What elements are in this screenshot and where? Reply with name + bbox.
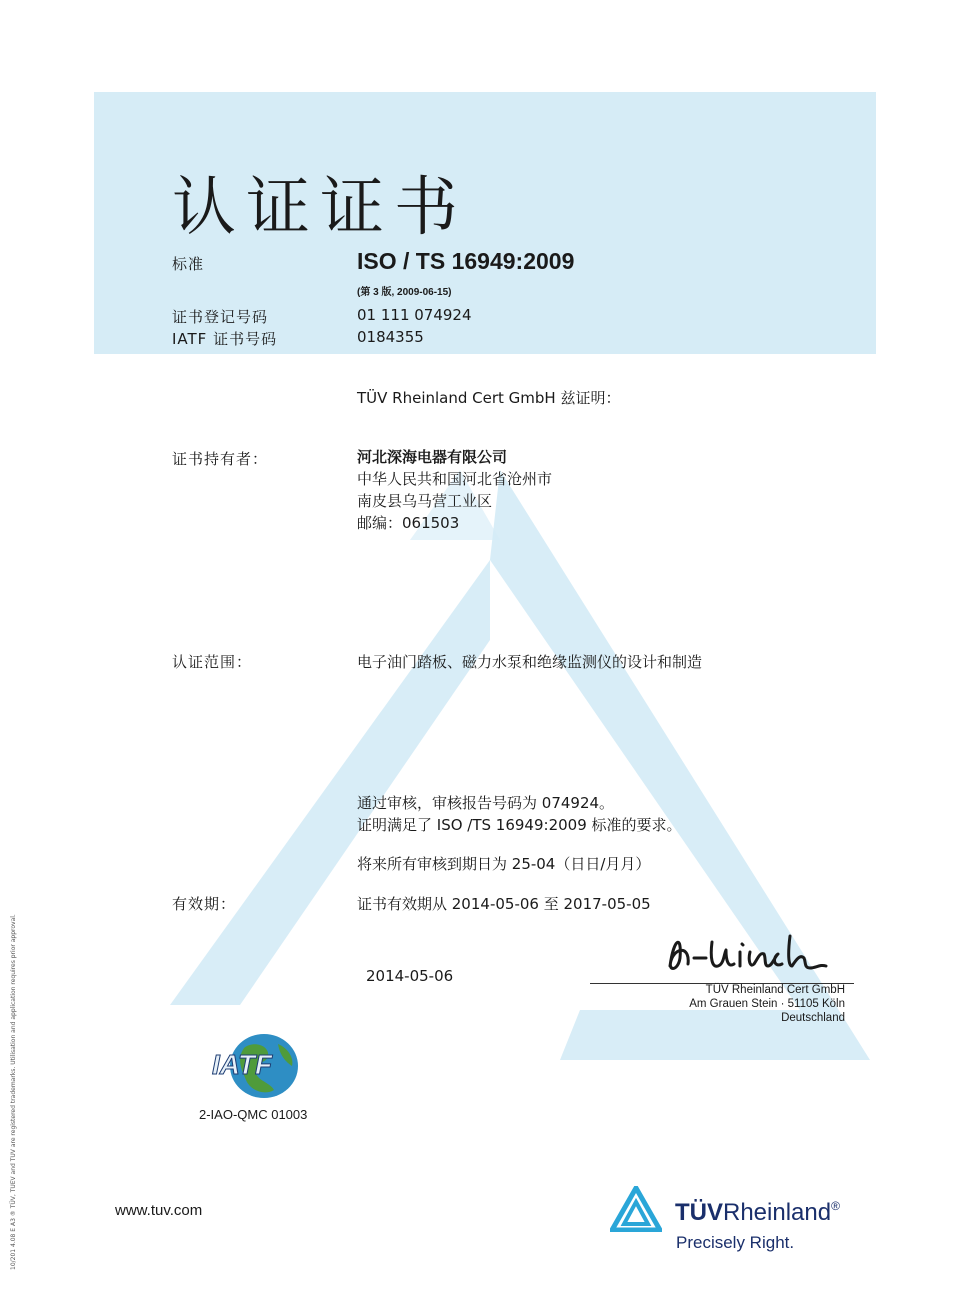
issuer-address-line: TÜV Rheinland Cert GmbH <box>705 984 845 996</box>
holder-postcode: 邮编：061503 <box>357 514 460 532</box>
certificate-title: 认证证书 <box>172 171 468 245</box>
validity-label: 有效期： <box>172 895 237 913</box>
standard-label: 标准 <box>172 255 205 273</box>
audit-line: 证明满足了 ISO /TS 16949:2009 标准的要求。 <box>357 816 682 834</box>
validity-value: 证书有效期从 2014-05-06 至 2017-05-05 <box>357 895 651 913</box>
iatf-globe-logo <box>210 1030 302 1100</box>
iatf-no-value: 0184355 <box>357 328 424 346</box>
iatf-code: 2-IAO-QMC 01003 <box>199 1107 308 1122</box>
standard-edition: (第 3 版, 2009-06-15) <box>357 287 452 298</box>
tuv-brand-wordmark <box>675 1199 840 1227</box>
holder-address-line: 南皮县乌马营工业区 <box>357 492 493 510</box>
scope-label: 认证范围： <box>172 653 253 671</box>
tuv-triangle-logo <box>610 1186 662 1232</box>
brand-reg-mark: ® <box>831 1199 840 1213</box>
reg-no-label: 证书登记号码 <box>172 308 269 326</box>
brand-prefix: TÜV <box>675 1199 723 1226</box>
issuer-address-line: Am Grauen Stein · 51105 Köln <box>689 998 845 1010</box>
issuer-statement: TÜV Rheinland Cert GmbH 兹证明： <box>357 389 621 407</box>
holder-label: 证书持有者： <box>172 450 269 468</box>
svg-text:IATF: IATF <box>212 1049 273 1080</box>
tuv-tagline: Precisely Right. <box>676 1233 795 1252</box>
holder-name: 河北深海电器有限公司 <box>357 448 508 466</box>
audit-line: 通过审核，审核报告号码为 074924。 <box>357 794 615 812</box>
legal-side-note: 10/201 4.08 E A3 ® TÜV, TUEV and TUV are registered trademarks. Utilisation and application requires prior approval. <box>10 914 17 1270</box>
iatf-no-label: IATF 证书号码 <box>172 330 278 348</box>
standard-value: ISO / TS 16949:2009 <box>357 248 575 274</box>
holder-address-line: 中华人民共和国河北省沧州市 <box>357 470 553 488</box>
signature <box>660 928 840 980</box>
audit-due-line: 将来所有审核到期日为 25-04（日日/月月） <box>357 855 651 873</box>
issue-date: 2014-05-06 <box>366 967 454 985</box>
reg-no-value: 01 111 074924 <box>357 306 472 324</box>
scope-value: 电子油门踏板、磁力水泵和绝缘监测仪的设计和制造 <box>357 653 703 671</box>
brand-suffix: Rheinland <box>723 1199 832 1226</box>
website-link[interactable]: www.tuv.com <box>115 1202 203 1219</box>
issuer-address-line: Deutschland <box>781 1012 845 1024</box>
